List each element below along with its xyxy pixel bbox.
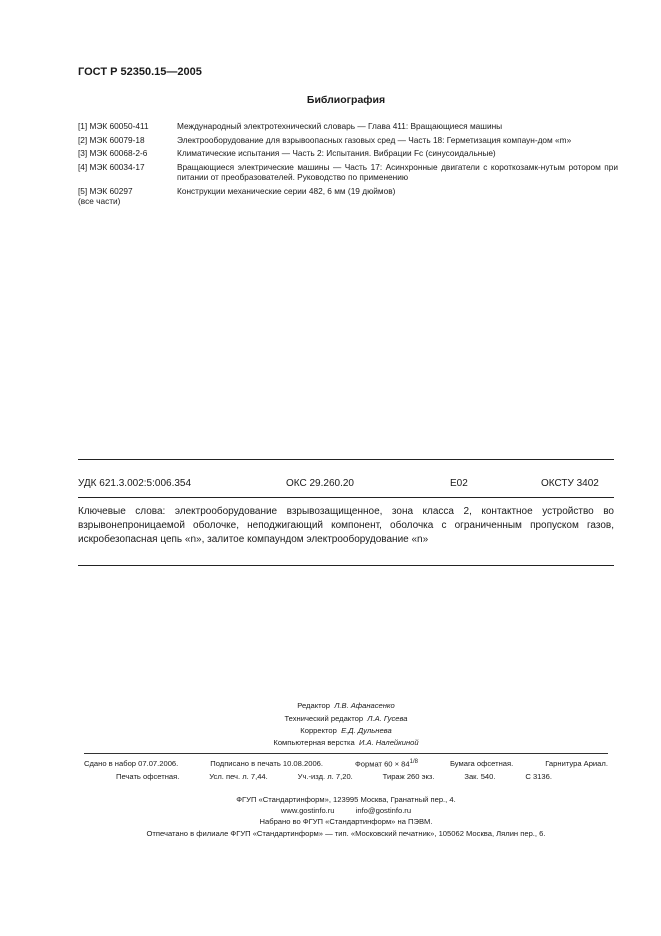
divider	[78, 565, 614, 566]
contacts	[0, 806, 661, 815]
bibliography-text: Вращающиеся электрические машины — Часть 17: Асинхронные двигатели с короткозамк-нутым ротором при питании от преобразователей. Руководство по применению	[177, 161, 618, 182]
s-number: С 3136.	[525, 772, 552, 781]
order-number: Зак. 540.	[464, 772, 496, 781]
usl-pech: Усл. печ. л. 7,44.	[209, 772, 268, 781]
tech-editor-name: Л.А. Гусева	[367, 714, 408, 723]
format-fraction: 1/8	[409, 759, 418, 765]
layout-label: Компьютерная верстка	[273, 738, 355, 747]
email-link[interactable]: info@gostinfo.ru	[355, 806, 412, 815]
corrector-name: Е.Д. Дульнева	[341, 726, 392, 735]
set-date: Сдано в набор 07.07.2006.	[84, 759, 179, 768]
tech-editor-label: Технический редактор	[284, 714, 364, 723]
print-type: Печать офсетная.	[116, 772, 180, 781]
bibliography-ref: [2] МЭК 60079-18	[78, 134, 145, 145]
print-line-1	[84, 759, 608, 769]
publisher: ФГУП «Стандартинформ», 123995 Москва, Гранатный пер., 4.	[236, 795, 456, 804]
editor-line	[0, 701, 661, 710]
bibliography-ref: [3] МЭК 60068-2-6	[78, 148, 148, 158]
keywords: Ключевые слова: электрооборудование взрывозащищенное, зона класса 2, контактное устройство во взрывонепроницаемой оболочке, неподжигающий компонент, оболочка с ограниченным пропуском газов, искробезопасная цепь «n», залитое компаундом электрооборудование «n»	[78, 506, 614, 545]
corrector-label: Корректор	[300, 726, 337, 735]
bibliography-text: Электрооборудование для взрывоопасных газовых сред — Часть 18: Герметизация компаун-дом «m»	[177, 134, 572, 145]
tirazh: Тираж 260 экз.	[382, 772, 435, 781]
e-code: Е02	[450, 478, 468, 489]
udk-code: УДК 621.3.002:5:006.354	[78, 478, 192, 489]
bibliography-entry	[78, 135, 618, 146]
layout-line	[0, 738, 661, 747]
divider	[78, 497, 614, 498]
editor-label: Редактор	[297, 701, 330, 710]
format: Формат $60 \times 84^{1/8}$	[355, 759, 418, 769]
divider	[84, 753, 608, 754]
bibliography-entry	[78, 186, 618, 207]
bibliography-text: Международный электротехнический словарь — Глава 411: Вращающиеся машины	[177, 121, 503, 131]
corrector-line	[0, 726, 661, 735]
bibliography-text: Климатические испытания — Часть 2: Испытания. Вибрации Fc (синусоидальные)	[177, 148, 496, 158]
print-line-2	[116, 772, 552, 781]
bibliography-ref: [5] МЭК 60297	[78, 185, 133, 196]
bibliography-entry	[78, 121, 618, 132]
oks-code: ОКС 29.260.20	[286, 478, 354, 489]
uch-izd: Уч.-изд. л. 7,20.	[297, 772, 353, 781]
paper: Бумага офсетная.	[449, 759, 514, 768]
divider	[78, 459, 614, 460]
bibliography-ref: [1] МЭК 60050-411	[78, 121, 149, 131]
bibliography-entry	[78, 162, 618, 183]
layout-name: И.А. Налейкиной	[358, 738, 419, 747]
editor-name: Л.В. Афанасенко	[334, 701, 395, 710]
bibliography-title: Библиография	[306, 94, 386, 106]
signed-date: Подписано в печать 10.08.2006.	[210, 759, 323, 768]
okstu-code: ОКСТУ 3402	[541, 478, 599, 489]
printed-note: Отпечатано в филиале ФГУП «Стандартинформ» — тип. «Московский печатник», 105062 Москва, Лялин пер., 6.	[146, 829, 546, 838]
bibliography-list	[78, 121, 618, 207]
bibliography-ref: [4] МЭК 60034-17	[78, 161, 145, 172]
bibliography-note: (все части)	[78, 196, 121, 206]
tech-editor-line	[0, 714, 661, 723]
font: Гарнитура Ариал.	[545, 759, 608, 768]
typeset-note: Набрано во ФГУП «Стандартинформ» на ПЭВМ.	[259, 817, 433, 826]
bibliography-entry	[78, 148, 618, 159]
document-code: ГОСТ Р 52350.15—2005	[78, 66, 202, 78]
bibliography-text: Конструкции механические серии 482, 6 мм (19 дюймов)	[177, 185, 396, 196]
website-link[interactable]: www.gostinfo.ru	[280, 806, 335, 815]
